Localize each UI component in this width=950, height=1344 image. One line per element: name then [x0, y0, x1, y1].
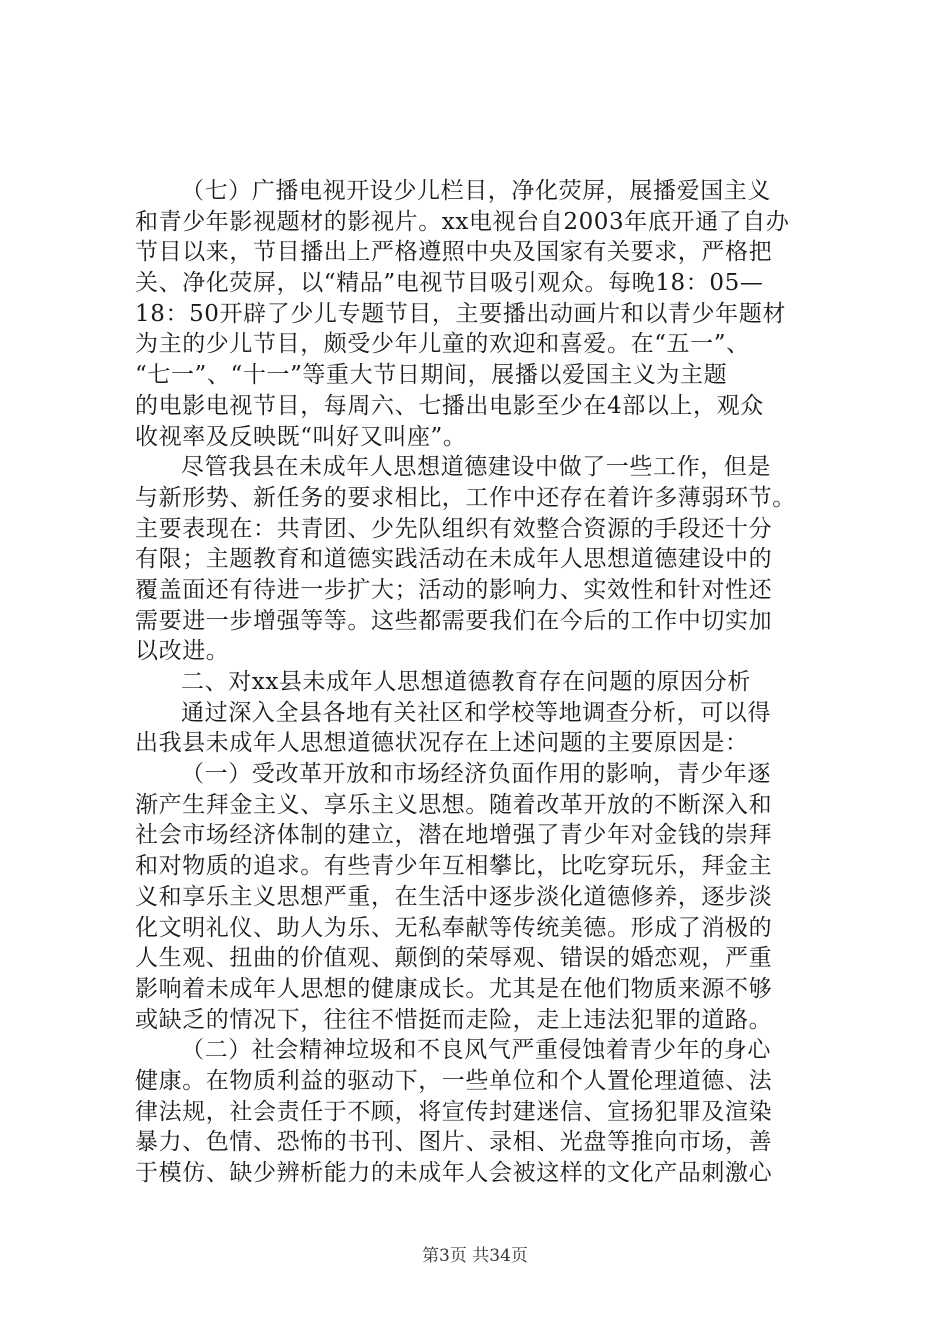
paragraph-line: 出我县未成年人思想道德状况存在上述问题的主要原因是：: [135, 730, 749, 757]
paragraph-line: 18：50开辟了少儿专题节目，主要播出动画片和以青少年题材: [135, 300, 786, 327]
paragraph-line: 关、净化荧屏，以“精品”电视节目吸引观众。每晚18：05—: [135, 270, 764, 297]
paragraph-line: 人生观、扭曲的价值观、颠倒的荣辱观、错误的婚恋观，严重: [135, 945, 773, 972]
paragraph-line: 和对物质的追求。有些青少年互相攀比，比吃穿玩乐，拜金主: [135, 853, 773, 880]
paragraph-line: 尽管我县在未成年人思想道德建设中做了一些工作，但是: [181, 454, 771, 481]
document-body: [135, 176, 835, 1189]
paragraph-line: 暴力、色情、恐怖的书刊、图片、录相、光盘等推向市场，善: [135, 1129, 773, 1156]
paragraph-line: （二）社会精神垃圾和不良风气严重侵蚀着青少年的身心: [181, 1037, 771, 1064]
paragraph-line: 社会市场经济体制的建立，潜在地增强了青少年对金钱的崇拜: [135, 822, 773, 849]
paragraph-line: 或缺乏的情况下，往往不惜挺而走险，走上违法犯罪的道路。: [135, 1006, 773, 1033]
paragraph-line: （七）广播电视开设少儿栏目，净化荧屏，展播爱国主义: [181, 178, 771, 204]
paragraph-line: 健康。在物质利益的驱动下，一些单位和个人置伦理道德、法: [135, 1067, 773, 1094]
paragraph-line: 和青少年影视题材的影视片。xx电视台自2003年底开通了自办: [135, 208, 790, 235]
paragraph-line: 收视率及反映既“叫好又叫座”。: [135, 423, 467, 450]
paragraph-line: 化文明礼仪、助人为乐、无私奉献等传统美德。形成了消极的: [135, 914, 773, 941]
paragraph-line: 的电影电视节目，每周六、七播出电影至少在4部以上，观众: [135, 392, 764, 419]
paragraph-line: 主要表现在：共青团、少先队组织有效整合资源的手段还十分: [135, 515, 773, 542]
paragraph-line: （一）受改革开放和市场经济负面作用的影响，青少年逐: [181, 761, 771, 788]
section-heading: 二、对xx县未成年人思想道德教育存在问题的原因分析: [181, 669, 751, 695]
paragraph-line: 律法规，社会责任于不顾，将宣传封建迷信、宣扬犯罪及渲染: [135, 1098, 773, 1125]
paragraph-line: 义和享乐主义思想严重，在生活中逐步淡化道德修养，逐步淡: [135, 883, 773, 910]
paragraph-line: 节目以来，节目播出上严格遵照中央及国家有关要求，严格把: [135, 239, 773, 266]
paragraph-line: 以改进。: [135, 638, 230, 665]
paragraph-line: 通过深入全县各地有关社区和学校等地调查分析，可以得: [181, 699, 771, 726]
paragraph-line: 渐产生拜金主义、享乐主义思想。随着改革开放的不断深入和: [135, 791, 773, 818]
paragraph-line: 有限；主题教育和道德实践活动在未成年人思想道德建设中的: [135, 546, 773, 573]
paragraph-line: 于模仿、缺少辨析能力的未成年人会被这样的文化产品刺激心: [135, 1160, 773, 1186]
paragraph-line: 覆盖面还有待进一步扩大；活动的影响力、实效性和针对性还: [135, 576, 773, 603]
page-footer: 第3页 共34页: [422, 1246, 528, 1266]
paragraph-line: 影响着未成年人思想的健康成长。尤其是在他们物质来源不够: [135, 975, 773, 1002]
paragraph-line: 需要进一步增强等等。这些都需要我们在今后的工作中切实加: [135, 607, 773, 634]
paragraph-line: 与新形势、新任务的要求相比，工作中还存在着许多薄弱环节。: [135, 484, 796, 511]
paragraph-line: “七一”、“十一”等重大节日期间，展播以爱国主义为主题: [135, 362, 728, 389]
paragraph-line: 为主的少儿节目，颇受少年儿童的欢迎和喜爱。在“五一”、: [135, 331, 750, 358]
